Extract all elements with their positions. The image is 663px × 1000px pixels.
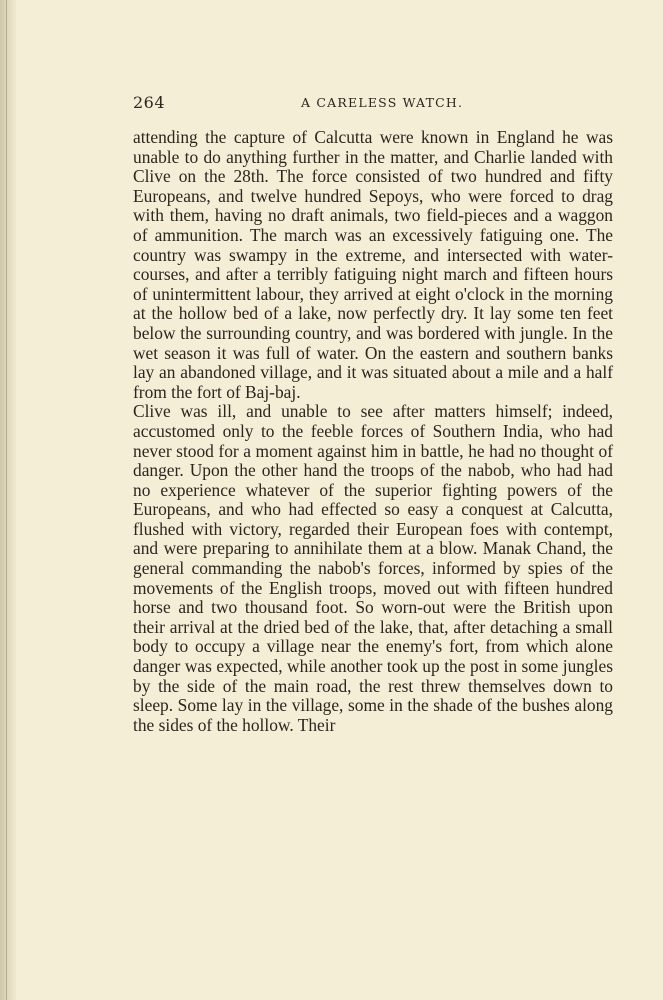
page-header [133, 93, 613, 117]
paragraph-1: attending the capture of Calcutta were known in England he was unable to do anything further in the matter, and Charlie landed with Clive on the 28th. The force consisted of two hundred and fifty Europeans, and twelve hundred Sepoys, who were forced to drag with them, having no draft animals, two field-pieces and a waggon of ammunition. The march was an excessively fatiguing one. The country was swampy in the extreme, and intersected with water-courses, and after a terribly fatiguing night march and fifteen hours of unintermittent labour, they arrived at eight o'clock in the morning at the hollow bed of a lake, now perfectly dry. It lay some ten feet below the surrounding country, and was bordered with jungle. In the wet season it was full of water. On the eastern and southern banks lay an abandoned village, and it was situated about a mile and a half from the fort of Baj-baj. [133, 127, 613, 402]
book-gutter [0, 0, 16, 1000]
gutter-line [6, 0, 7, 1000]
body-text [133, 128, 613, 735]
running-title: A CARELESS WATCH. [301, 95, 464, 110]
page-number: 264 [133, 93, 166, 112]
book-page [133, 93, 613, 735]
paragraph-2: Clive was ill, and unable to see after matters himself; indeed, accustomed only to the feeble forces of Southern India, who had never stood for a moment against him in battle, he had no thought of danger. Upon the other hand the troops of the nabob, who had had no experience whatever of the superior fighting powers of the Europeans, and who had effected so easy a conquest at Calcutta, flushed with victory, regarded their European foes with contempt, and were preparing to annihilate them at a blow. Manak Chand, the general commanding the nabob's forces, informed by spies of the movements of the English troops, moved out with fifteen hundred horse and two thousand foot. So worn-out were the British upon their arrival at the dried bed of the lake, that, after detaching a small body to occupy a village near the enemy's fort, from which alone danger was expected, while another took up the post in some jungles by the side of the main road, the rest threw themselves down to sleep. Some lay in the village, some in the shade of the bushes along the sides of the hollow. Their [133, 401, 613, 735]
